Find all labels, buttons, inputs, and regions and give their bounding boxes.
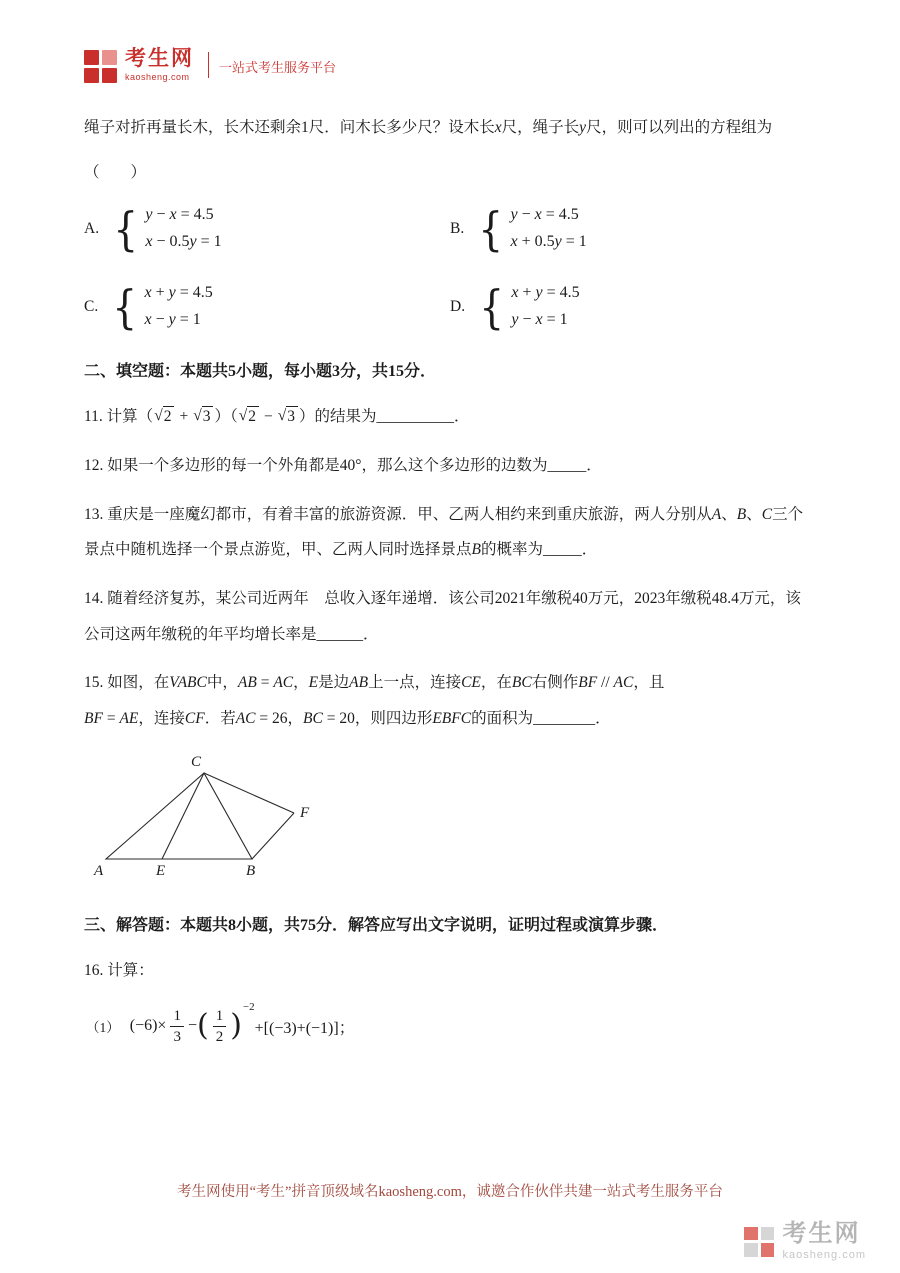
watermark-domain: kaosheng.com [782, 1249, 866, 1261]
logo-block [761, 1227, 775, 1241]
footer-text: 考生网使用“考生”拼音顶级域名kaosheng.com，诚邀合作伙伴共建一站式考生服务平台 [177, 1184, 723, 1200]
question-16-title: 16. 计算： [84, 961, 154, 979]
exponent: −2 [242, 1001, 255, 1014]
equation: y − x = 4.5 [145, 206, 214, 224]
logo-tagline: 一站式考生服务平台 [219, 60, 337, 75]
vertex-label-e: E [156, 862, 166, 879]
q11-prefix: 11. 计算（ [84, 408, 154, 426]
choice-c [84, 281, 450, 333]
question-10-text: 绳子对折再量长木，长木还剩余1尺．问木长多少尺？设木长x尺，绳子长y尺，则可以列出的方程组为 [84, 119, 773, 136]
choice-a-label: A. [84, 220, 100, 238]
choice-a [84, 203, 450, 255]
equation-system [145, 203, 221, 255]
logo-divider [208, 52, 209, 78]
vertex-label-b: B [246, 862, 256, 879]
sqrt-expression [154, 399, 174, 435]
radical-sign: √ [193, 407, 202, 425]
q11-middle: ）（ [214, 408, 238, 426]
logo-block [744, 1243, 758, 1257]
question-15 [84, 665, 816, 736]
triangle-abc [106, 773, 252, 859]
part-1-label: （1） [86, 1020, 120, 1036]
system-brace: { [112, 279, 138, 334]
equation: x + y = 4.5 [511, 283, 580, 301]
equation: x + y = 4.5 [144, 283, 213, 301]
expression-part: +[(−3)+(−1)]； [254, 1019, 355, 1037]
numerator: 1 [213, 1007, 227, 1027]
equation: x + 0.5y = 1 [510, 233, 587, 251]
system-brace: { [479, 279, 505, 334]
question-14: 14. 随着经济复苏，某公司近两年 总收入逐年递增．该公司2021年缴税40万元，2023年缴税48.4万元，该公司这两年缴税的年平均增长率是______． [84, 590, 801, 643]
choice-b [450, 203, 816, 255]
fraction-one-half [213, 1007, 227, 1046]
logo-block [84, 50, 99, 65]
system-brace: { [113, 202, 139, 257]
q11-suffix: ）的结果为 [299, 408, 377, 426]
expression-part: (−6)× [129, 1017, 167, 1035]
sqrt-expression [193, 399, 213, 435]
minus-operator: − [187, 1017, 197, 1035]
sqrt-expression [239, 399, 259, 435]
choice-b-label: B. [450, 220, 465, 238]
radicand: 2 [247, 406, 259, 425]
equation-system [145, 281, 213, 333]
vertex-label-c: C [191, 753, 202, 770]
radicand: 3 [202, 406, 214, 425]
plus-operator: + [179, 408, 189, 426]
question-16-expression [86, 998, 816, 1054]
fraction-one-third [170, 1007, 184, 1046]
vertex-label-f: F [300, 804, 310, 821]
logo-name: 考生网 [125, 47, 194, 70]
left-paren: ( [196, 1008, 209, 1044]
logo-domain: kaosheng.com [125, 72, 190, 82]
equation-system [511, 203, 587, 255]
radical-sign: √ [154, 407, 163, 425]
section-3-heading: 三、解答题：本题共8小题，共75分．解答应写出文字说明，证明过程或演算步骤． [84, 916, 669, 934]
logo-block [102, 50, 117, 65]
denominator: 2 [215, 1028, 224, 1045]
question-10-answer-paren: （ ） [84, 163, 147, 181]
numerator: 1 [170, 1007, 184, 1027]
logo-block [761, 1243, 775, 1257]
equation: x − y = 1 [144, 310, 201, 328]
watermark-logo-icon [744, 1227, 774, 1257]
question-12: 12. 如果一个多边形的每一个外角都是40°，那么这个多边形的边数为_____． [84, 457, 602, 475]
system-brace: { [478, 202, 504, 257]
radical-sign: √ [277, 407, 287, 425]
equation: y − x = 4.5 [510, 206, 579, 224]
radicand: 3 [286, 406, 298, 425]
question-15-line2: BF = AE，连接CF．若AC = 26，BC = 20，则四边形EBFC的面积为________． [84, 709, 611, 727]
question-15-figure [92, 751, 816, 890]
section-2-heading: 二、填空题：本题共5小题，每小题3分，共15分． [84, 363, 437, 381]
segment-cf [204, 773, 294, 813]
watermark-name: 考生网 [782, 1220, 861, 1247]
logo-block [744, 1227, 758, 1241]
denominator: 3 [173, 1028, 181, 1045]
choice-d [450, 281, 816, 333]
sqrt-expression [278, 399, 298, 435]
segment-ce [162, 773, 204, 859]
choice-c-label: C. [84, 297, 99, 315]
radicand: 2 [163, 406, 175, 425]
vertex-label-a: A [94, 862, 104, 879]
question-11 [84, 399, 816, 435]
question-10-choices [84, 203, 816, 332]
logo-block [102, 68, 117, 83]
equation-system [511, 281, 579, 333]
kaosheng-logo-icon [84, 50, 117, 83]
triangle-diagram-svg [92, 751, 332, 885]
right-paren: ) [230, 1008, 242, 1044]
question-15-line1: 15. 如图，在VABC中，AB = AC，E是边AB上一点，连接CE，在BC右侧作BF // AC，且 [84, 674, 665, 692]
minus-operator: − [264, 408, 273, 426]
equation: y − x = 1 [511, 310, 568, 328]
choice-d-label: D. [450, 297, 466, 315]
site-header [84, 48, 816, 94]
kaosheng-watermark [744, 1222, 866, 1261]
watermark-text [782, 1222, 866, 1261]
logo-block [84, 68, 99, 83]
radical-sign: √ [238, 407, 248, 425]
kaosheng-logo [125, 48, 194, 82]
question-13: 13. 重庆是一座魔幻都市，有着丰富的旅游资源．甲、乙两人相约来到重庆旅游，两人分别从A、B、C三个景点中随机选择一个景点游览，甲、乙两人同时选择景点B的概率为_____． [84, 505, 804, 559]
segment-bf [252, 813, 294, 859]
answer-blank: __________． [376, 408, 470, 426]
equation: x − 0.5y = 1 [145, 233, 222, 251]
